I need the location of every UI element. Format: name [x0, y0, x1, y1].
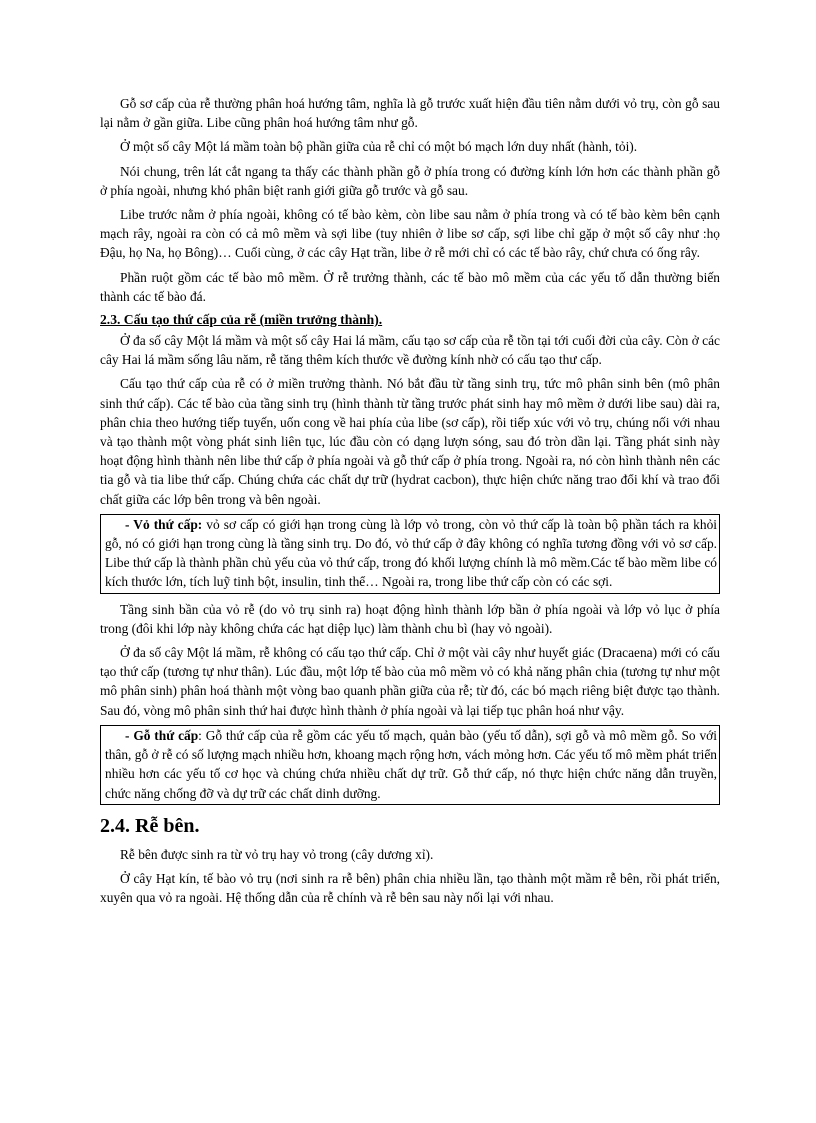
- section-heading-text: 2.3. Cấu tạo thứ cấp của rễ (miền trưởng thành).: [100, 312, 383, 328]
- paragraph: Tầng sinh bần của vỏ rễ (do vỏ trụ sinh ra) hoạt động hình thành lớp bần ở phía ngoài và lớp vỏ lục ở phía trong (đôi khi lớp này không chứa các hạt diệp lục) làm thành chu bì (hay vỏ ngoài).: [100, 601, 720, 636]
- section-heading-2-3: [100, 311, 720, 329]
- section-heading-2-4: 2.4. Rễ bên.: [100, 814, 200, 837]
- paragraph: Phần ruột gồm các tế bào mô mềm. Ở rễ trưởng thành, các tế bào mô mềm của các yếu tố dẫn thường biến thành các tế bào đá.: [100, 269, 720, 304]
- paragraph: Ở đa số cây Một lá mầm, rễ không có cấu tạo thứ cấp. Chỉ ở một vài cây như huyết giác (Dracaena) mới có cấu tạo thứ cấp (tương tự như thân). Lúc đầu, một lớp tế bào của mô mềm vỏ có khả năng phân chia (tương tự như một mô phân sinh) phân hoá thành một vòng bao quanh phần giữa của rễ; từ đó, các bó mạch riêng biệt được tạo thành. Sau đó, vòng mô phân sinh thứ hai được hình thành ở phía ngoài và lại tiếp tục phân hoá như vậy.: [100, 645, 720, 718]
- paragraph: Cấu tạo thứ cấp của rễ có ở miền trưởng thành. Nó bắt đầu từ tầng sinh trụ, tức mô phân sinh bên (mô phân sinh thứ cấp). Các tế bào của tầng sinh trụ (hình thành từ tầng trước phát sinh hay mô mềm ở dưới libe sau) dài ra, phân chia theo hướng tiếp tuyến, uốn cong về hai phía của libe (sơ cấp), rồi tiếp xúc với vỏ trụ, chúng nối với nhau và tạo thành một vòng phát sinh liên tục, lúc đầu còn có dạng lượn sóng, sau đó tròn dần lại. Tầng phát sinh này hoạt động hình thành nên libe thứ cấp ở phía ngoài và gỗ thứ cấp ở phía trong. Ngoài ra, nó còn hình thành nên các tia gỗ và tia libe thứ cấp. Chúng chứa các chất dự trữ (hydrat cacbon), thực hiện chức năng trao đổi khí và trao đổi chất giữa các lớp bên trong và bên ngoài.: [100, 376, 720, 507]
- term-body: : Gỗ thứ cấp của rễ gồm các yếu tố mạch, quản bào (yếu tố dẫn), sợi gỗ và mô mềm gỗ. So với thân, gỗ ở rễ có số lượng mạch nhiều hơn, khoang mạch rộng hơn, vách mỏng hơn. Các yếu tố mô mềm phát triển nhiều hơn các yếu tố cơ học và chúng chứa nhiều chất dự trữ. Gỗ thứ cấp, nó thực hiện chức năng dẫn truyền, chức năng chống đỡ và dự trữ các chất dinh dưỡng.: [105, 727, 717, 801]
- term-label: - Vỏ thứ cấp:: [125, 516, 203, 532]
- boxed-paragraph-go-thu-cap: [100, 725, 720, 805]
- paragraph: Ở đa số cây Một lá mầm và một số cây Hai lá mầm, cấu tạo sơ cấp của rễ tồn tại tới cuối đời của cây. Còn ở các cây Hai lá mầm sống lâu năm, rễ tăng thêm kích thước về đường kính nhờ có cấu tạo thư cấp.: [100, 333, 720, 368]
- paragraph: Ở một số cây Một lá mầm toàn bộ phần giữa của rễ chỉ có một bó mạch lớn duy nhất (hành, tỏi).: [120, 139, 638, 155]
- term-label: - Gỗ thứ cấp: [125, 727, 199, 743]
- paragraph: Rễ bên được sinh ra từ vỏ trụ hay vỏ trong (cây dương xỉ).: [120, 846, 434, 862]
- paragraph: [105, 726, 717, 803]
- term-body: vỏ sơ cấp có giới hạn trong cùng là lớp vỏ trong, còn vỏ thứ cấp là toàn bộ phần tách ra khỏi gỗ, nó có giới hạn trong cùng là tầng sinh trụ. Do đó, vỏ thứ cấp ở đây không có nghĩa tương đồng với vỏ sơ cấp. Libe thứ cấp là thành phần chủ yếu của vỏ thứ cấp, trong đó khối lượng chính là mô mềm.Các tế bào mềm libe có kích thước lớn, tích luỹ tinh bột, insulin, tinh thể… Ngoài ra, trong libe thứ cấp còn có các sợi.: [105, 516, 717, 590]
- paragraph: Nói chung, trên lát cắt ngang ta thấy các thành phần gỗ ở phía trong có đường kính lớn hơn các thành phần gỗ ở phía ngoài, nhưng khó phân biệt ranh giới giữa gỗ trước và gỗ sau.: [100, 163, 720, 198]
- paragraph: Libe trước nằm ở phía ngoài, không có tế bào kèm, còn libe sau nằm ở phía trong và có tế bào kèm bên cạnh mạch rây, ngoài ra còn có cả mô mềm và sợi libe (tuy nhiên ở libe sơ cấp, sợi libe chỉ gặp ở một số cây như :họ Đậu, họ Na, họ Bông)… Cuối cùng, ở các cây Hạt trần, libe ở rễ mới chỉ có các tế bào rây, chứ chưa có ống rây.: [100, 207, 720, 261]
- paragraph: [105, 515, 717, 592]
- boxed-paragraph-vo-thu-cap: [100, 514, 720, 594]
- paragraph: Gỗ sơ cấp của rễ thường phân hoá hướng tâm, nghĩa là gỗ trước xuất hiện đầu tiên nằm dưới vỏ trụ, còn gỗ sau lại nằm ở gần giữa. Libe cũng phân hoá hướng tâm như gỗ.: [100, 96, 720, 131]
- paragraph: Ở cây Hạt kín, tế bào vỏ trụ (nơi sinh ra rễ bên) phân chia nhiều lần, tạo thành một mầm rễ bên, rồi phát triển, xuyên qua vỏ ra ngoài. Hệ thống dẫn của rễ chính và rễ bên sau này nối lại với nhau.: [100, 870, 720, 906]
- document-page: [100, 94, 720, 912]
